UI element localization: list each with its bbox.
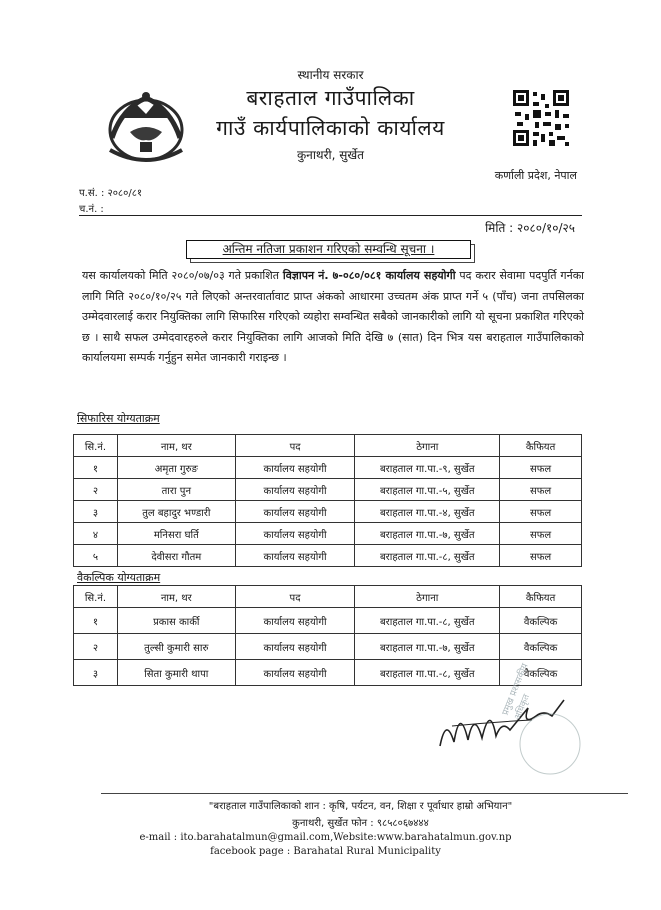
header-cell: ठेगाना bbox=[355, 586, 500, 608]
footer-email: e-mail : ito.barahatalmun@gmail.com,Website:www.barahatalmun.gov.np bbox=[139, 832, 512, 843]
header-cell: कैफियत bbox=[500, 435, 582, 457]
name-cell: मनिसरा घर्ति bbox=[117, 523, 235, 545]
post-cell: कार्यालय सहयोगी bbox=[235, 457, 355, 479]
notice-body bbox=[82, 266, 584, 369]
table-row bbox=[74, 545, 582, 567]
post-cell: कार्यालय सहयोगी bbox=[235, 479, 355, 501]
table-row bbox=[74, 523, 582, 545]
table-row bbox=[74, 634, 582, 660]
header-cell: सि.नं. bbox=[74, 586, 118, 608]
address-cell: बराहताल गा.पा.-७, सुर्खेत bbox=[355, 634, 500, 660]
notice-title: अन्तिम नतिजा प्रकाशन गरिएको सम्वन्धि सूचना । bbox=[186, 240, 471, 259]
footer-slogan: "बराहताल गाउँपालिकाको शान : कृषि, पर्यटन, वन, शिक्षा र पूर्वाधार हाम्रो अभियान" bbox=[208, 801, 513, 812]
name-cell: प्रकास कार्की bbox=[117, 608, 235, 634]
table-row bbox=[74, 457, 582, 479]
address-cell: बराहताल गा.पा.-८, सुर्खेत bbox=[355, 660, 500, 686]
address-cell: बराहताल गा.पा.-९, सुर्खेत bbox=[355, 457, 500, 479]
address-cell: बराहताल गा.पा.-८, सुर्खेत bbox=[355, 545, 500, 567]
footer-phone: कुनाथरी, सुर्खेत फोन : ९८५८०६७४४४ bbox=[292, 818, 429, 829]
remark-cell: सफल bbox=[500, 479, 582, 501]
address-cell: बराहताल गा.पा.-८, सुर्खेत bbox=[355, 608, 500, 634]
header-cell: नाम, थर bbox=[117, 586, 235, 608]
notice-date: मिति : २०८०/१०/२५ bbox=[485, 221, 575, 235]
dispatch-number: च.नं. : bbox=[79, 204, 104, 215]
advertisement-ref: विज्ञापन नं. ७-०८०/०८१ कार्यालय सहयोगी bbox=[282, 269, 456, 282]
name-cell: तुल्सी कुमारी सारु bbox=[117, 634, 235, 660]
post-cell: कार्यालय सहयोगी bbox=[235, 523, 355, 545]
post-cell: कार्यालय सहयोगी bbox=[235, 634, 355, 660]
serial-cell: १ bbox=[74, 608, 118, 634]
serial-cell: ३ bbox=[74, 501, 118, 523]
post-cell: कार्यालय सहयोगी bbox=[235, 660, 355, 686]
footer-divider bbox=[101, 793, 628, 794]
remark-cell: वैकल्पिक bbox=[500, 660, 582, 686]
post-cell: कार्यालय सहयोगी bbox=[235, 545, 355, 567]
address-cell: बराहताल गा.पा.-७, सुर्खेत bbox=[355, 523, 500, 545]
alternate-table bbox=[73, 585, 582, 686]
header-cell: पद bbox=[235, 586, 355, 608]
alternate-label: वैकल्पिक योग्यताक्रम bbox=[77, 571, 161, 584]
table-row bbox=[74, 501, 582, 523]
serial-cell: १ bbox=[74, 457, 118, 479]
office-address: कुनाथरी, सुर्खेत bbox=[296, 148, 365, 162]
header-cell: ठेगाना bbox=[355, 435, 500, 457]
remark-cell: सफल bbox=[500, 523, 582, 545]
remark-cell: सफल bbox=[500, 545, 582, 567]
government-label: स्थानीय सरकार bbox=[297, 68, 364, 82]
header-cell: सि.नं. bbox=[74, 435, 118, 457]
table-header-row bbox=[74, 586, 582, 608]
post-cell: कार्यालय सहयोगी bbox=[235, 501, 355, 523]
municipality-name: बराहताल गाउँपालिका bbox=[246, 86, 415, 110]
name-cell: देवीसरा गौतम bbox=[117, 545, 235, 567]
header-cell: नाम, थर bbox=[117, 435, 235, 457]
recommended-table bbox=[73, 434, 582, 567]
name-cell: सिता कुमारी थापा bbox=[117, 660, 235, 686]
header-cell: कैफियत bbox=[500, 586, 582, 608]
address-cell: बराहताल गा.पा.-४, सुर्खेत bbox=[355, 501, 500, 523]
serial-cell: ४ bbox=[74, 523, 118, 545]
header-cell: पद bbox=[235, 435, 355, 457]
body-part-1: यस कार्यालयको मिति २०८०/०७/०३ गते प्रकाशित bbox=[82, 269, 283, 282]
official-stamp: प्रमुख प्रशासकीय अधिकृत bbox=[500, 662, 533, 722]
province-label: कर्णाली प्रदेश, नेपाल bbox=[494, 169, 577, 182]
remark-cell: वैकल्पिक bbox=[500, 634, 582, 660]
footer-facebook: facebook page : Barahatal Rural Municipality bbox=[210, 846, 441, 857]
remark-cell: सफल bbox=[500, 501, 582, 523]
table-row bbox=[74, 608, 582, 634]
name-cell: तारा पुन bbox=[117, 479, 235, 501]
serial-cell: ५ bbox=[74, 545, 118, 567]
table-row bbox=[74, 479, 582, 501]
office-name: गाउँ कार्यपालिकाको कार्यालय bbox=[216, 116, 445, 140]
table-header-row bbox=[74, 435, 582, 457]
post-cell: कार्यालय सहयोगी bbox=[235, 608, 355, 634]
name-cell: तुल बहादुर भण्डारी bbox=[117, 501, 235, 523]
table-row bbox=[74, 660, 582, 686]
serial-cell: ३ bbox=[74, 660, 118, 686]
remark-cell: वैकल्पिक bbox=[500, 608, 582, 634]
serial-cell: २ bbox=[74, 634, 118, 660]
address-cell: बराहताल गा.पा.-५, सुर्खेत bbox=[355, 479, 500, 501]
recommended-label: सिफारिस योग्यताक्रम bbox=[77, 412, 160, 425]
header-divider bbox=[79, 215, 582, 216]
letter-number: प.सं. : २०८०/८१ bbox=[79, 188, 143, 199]
body-part-2: पद करार सेवामा पदपुर्ति गर्नका लागि मिति २०८०/१०/२५ गते लिएको अन्तरवार्तावाट प्राप्त अंकको आधारमा उच्चतम अंक प्राप्त गर्ने ५ (पाँच) जना तपसिलका उम्मेदवारलाई करार नियुक्तिका लागि सिफारिस गरिएको व्यहोरा सम्वन्धित सबैको जानकारीको लागि यो सूचना प्रकाशित गरिएको छ । साथै सफल उम्मेदवारहरुले करार नियुक्तिका लागि आजको मिति देखि ७ (सात) दिन भित्र यस बराहताल गाउँपालिकाको कार्यालयमा सम्पर्क गर्नुहुन समेत जानकारी गराइन्छ । bbox=[82, 269, 585, 364]
name-cell: अमृता गुरुङ bbox=[117, 457, 235, 479]
remark-cell: सफल bbox=[500, 457, 582, 479]
serial-cell: २ bbox=[74, 479, 118, 501]
